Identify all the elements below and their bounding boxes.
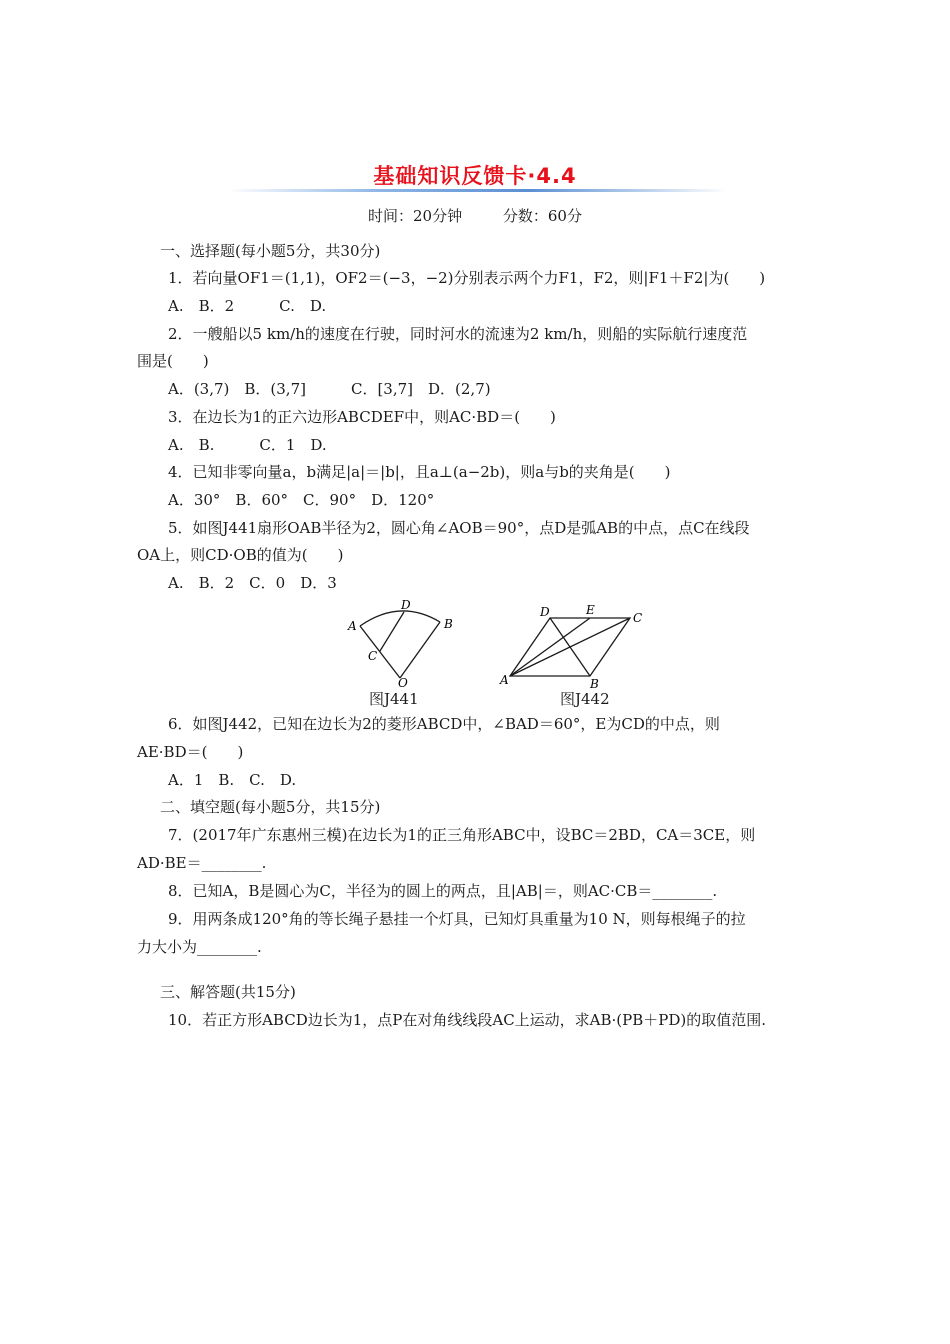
page-title: 基础知识反馈卡·4.4 bbox=[373, 164, 577, 188]
question-5-cont: OA上，则CD·OB的值为( ) bbox=[137, 546, 344, 564]
question-2-cont: 围是( ) bbox=[137, 352, 209, 370]
label-c: C bbox=[368, 649, 378, 663]
question-2-options: A．(3,7) B．(3,7] C．[3,7] D．(2,7) bbox=[168, 380, 491, 398]
question-2: 2．一艘船以5 km/h的速度在行驶，同时河水的流速为2 km/h，则船的实际航行速度范 bbox=[168, 325, 748, 343]
title-divider bbox=[228, 189, 728, 192]
label-o: O bbox=[398, 676, 408, 690]
question-1-options: A. B．2 C. D. bbox=[168, 297, 327, 315]
radius-oa bbox=[360, 626, 400, 678]
question-7-cont: AD·BE＝________. bbox=[137, 854, 267, 872]
label-e: E bbox=[586, 603, 595, 617]
question-5-options: A. B．2 C．0 D．3 bbox=[168, 574, 337, 592]
question-3: 3．在边长为1的正六边形ABCDEF中，则AC·BD＝( ) bbox=[168, 408, 556, 426]
question-6: 6．如图J442，已知在边长为2的菱形ABCD中，∠BAD＝60°，E为CD的中点，则 bbox=[168, 715, 720, 733]
label-d2: D bbox=[540, 605, 550, 619]
meta-line bbox=[0, 205, 950, 226]
figure-j441-caption: 图J441 bbox=[369, 690, 419, 708]
question-4: 4．已知非零向量a，b满足|a|＝|b|，且a⊥(a−2b)，则a与b的夹角是( ) bbox=[168, 463, 671, 481]
question-6-options: A．1 B. C. D. bbox=[168, 771, 297, 789]
section-heading-1: 一、选择题(每小题5分，共30分) bbox=[160, 242, 381, 260]
label-a: A bbox=[348, 619, 357, 633]
score-total: 分数：60分 bbox=[502, 207, 582, 225]
question-9-cont: 力大小为________. bbox=[137, 938, 262, 956]
figure-j441-sector bbox=[347, 598, 453, 690]
question-4-options: A．30° B．60° C．90° D．120° bbox=[168, 491, 435, 509]
label-d: D bbox=[401, 598, 411, 612]
question-9: 9．用两条成120°角的等长绳子悬挂一个灯具，已知灯具重量为10 N，则每根绳子的拉 bbox=[168, 910, 746, 928]
question-1: 1．若向量OF1＝(1,1)，OF2＝(−3，−2)分别表示两个力F1，F2，则|F1＋F2|为( ) bbox=[168, 269, 766, 287]
question-10: 10．若正方形ABCD边长为1，点P在对角线线段AC上运动，求AB·(PB＋PD)的取值范围. bbox=[168, 1011, 767, 1029]
time-limit: 时间：20分钟 bbox=[368, 207, 463, 225]
section-heading-2: 二、填空题(每小题5分，共15分) bbox=[160, 798, 381, 816]
question-5: 5．如图J441扇形OAB半径为2，圆心角∠AOB＝90°，点D是弧AB的中点，点C在线段 bbox=[168, 519, 750, 537]
question-8: 8．已知A，B是圆心为C，半径为的圆上的两点，且|AB|＝，则AC·CB＝________. bbox=[168, 882, 718, 900]
question-6-cont: AE·BD＝( ) bbox=[137, 743, 244, 761]
label-b: B bbox=[444, 617, 453, 631]
figure-j442-caption: 图J442 bbox=[560, 690, 610, 708]
figure-j442-rhombus bbox=[499, 603, 642, 691]
segment-ac bbox=[510, 618, 630, 676]
label-b2: B bbox=[590, 677, 599, 691]
segment-cd bbox=[380, 612, 404, 651]
section-heading-3: 三、解答题(共15分) bbox=[160, 983, 296, 1001]
label-a2: A bbox=[500, 673, 509, 687]
label-c2: C bbox=[633, 611, 643, 625]
segment-ae bbox=[510, 618, 590, 676]
question-7: 7．(2017年广东惠州三模)在边长为1的正三角形ABC中，设BC＝2BD，CA＝3CE，则 bbox=[168, 826, 756, 844]
radius-ob bbox=[400, 622, 440, 678]
question-3-options: A. B. C．1 D. bbox=[168, 436, 327, 454]
